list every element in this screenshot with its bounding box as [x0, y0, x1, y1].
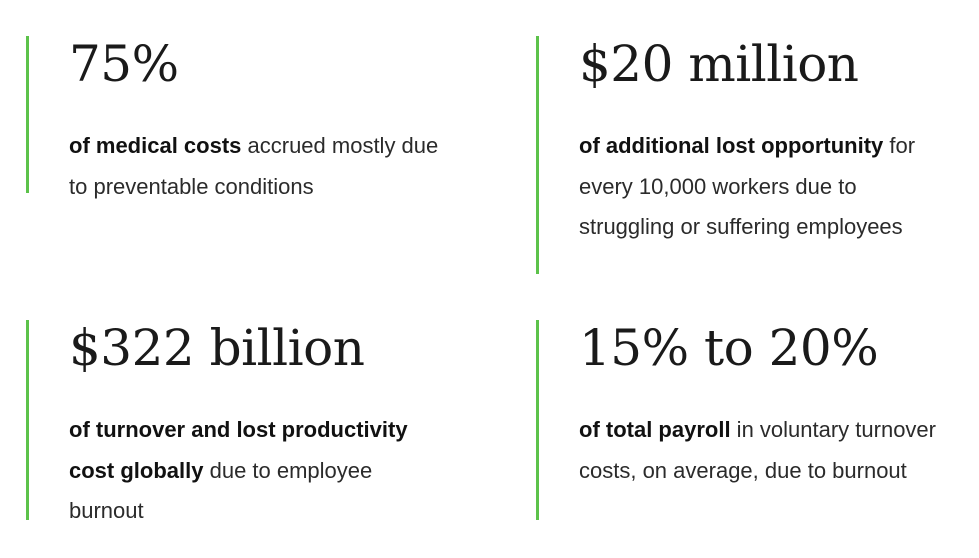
- stat-description-rest: due to employee burnout: [69, 457, 373, 523]
- stat-description: [579, 410, 939, 491]
- stat-description: [579, 126, 949, 248]
- stat-description-rest: in voluntary turnover costs, on average, due to burnout: [579, 417, 936, 483]
- stat-description-bold: of additional lost opportunity: [579, 133, 884, 158]
- stat-value: $20 million: [579, 35, 859, 93]
- stat-block-payroll-turnover: [536, 320, 956, 520]
- stat-block-turnover-cost: [26, 319, 466, 523]
- stat-value: 15% to 20%: [579, 319, 879, 377]
- stat-block-lost-opportunity: [536, 36, 956, 274]
- stat-description: [69, 126, 449, 207]
- stat-block-medical-costs: [26, 35, 466, 199]
- stat-value: 75%: [69, 35, 179, 93]
- stat-description: [69, 410, 419, 532]
- stat-description-bold: of medical costs: [69, 133, 242, 158]
- stat-value: $322 billion: [69, 319, 365, 377]
- stat-description-rest: accrued mostly due to preventable conditions: [69, 133, 439, 199]
- stat-description-rest: for every 10,000 workers due to struggling or suffering employees: [579, 133, 916, 239]
- stat-description-bold: of total payroll: [579, 417, 731, 442]
- stat-description-bold: of turnover and lost productivity cost globally: [69, 417, 408, 483]
